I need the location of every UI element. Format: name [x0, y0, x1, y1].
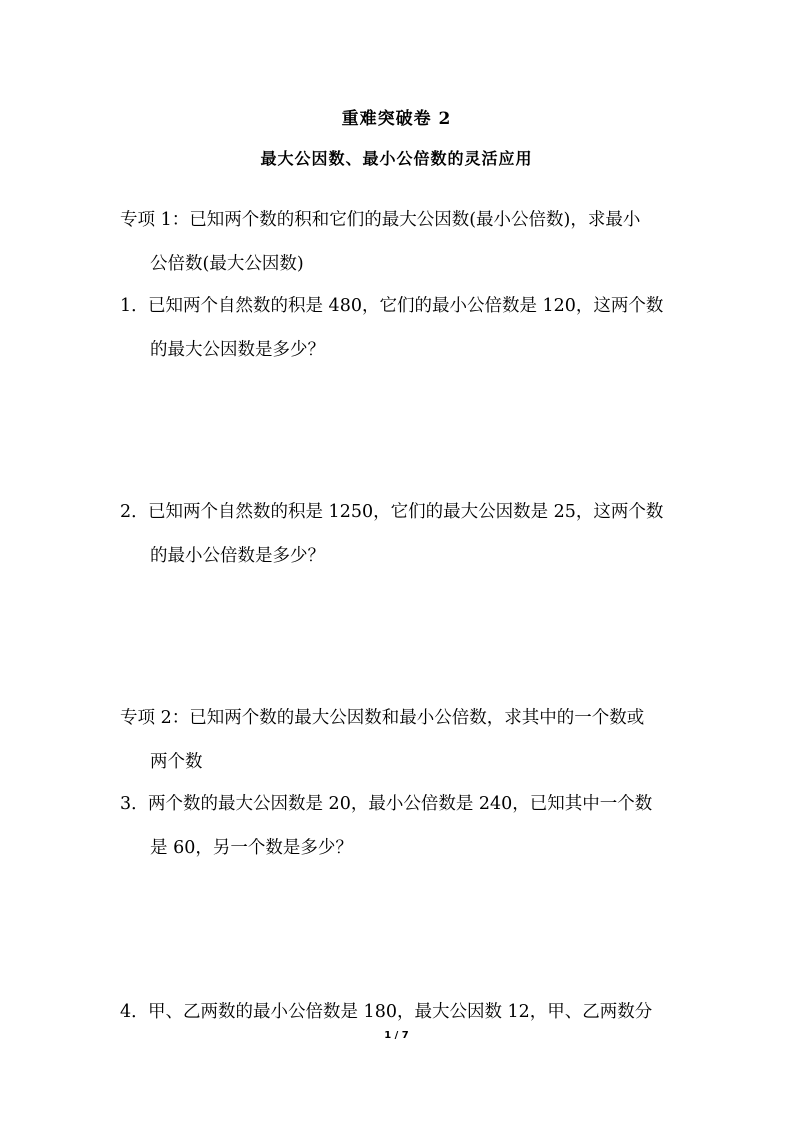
- question-number: 1．: [120, 296, 149, 316]
- page-number: 1 / 7: [384, 1030, 409, 1041]
- question-number: 4．: [120, 1002, 149, 1022]
- section-heading-1-line-1: 专项 1：已知两个数的积和它们的最大公因数(最小公倍数)，求最小: [120, 210, 641, 230]
- question-text-line-1: 已知两个自然数的积是 1250，它们的最大公因数是 25，这两个数: [148, 502, 664, 522]
- question-2: [120, 490, 680, 578]
- question-text-line-2: 的最小公倍数是多少？: [150, 546, 325, 566]
- question-text-line-1: 甲、乙两数的最小公倍数是 180，最大公因数 12，甲、乙两数分: [148, 1002, 653, 1022]
- page-title: 重难突破卷 2: [341, 109, 452, 129]
- question-text-line-1: 两个数的最大公因数是 20，最小公倍数是 240，已知其中一个数: [148, 794, 653, 814]
- section-heading-1-line-2: 公倍数(最大公因数): [150, 254, 304, 274]
- question-4: [120, 990, 680, 1034]
- page-subtitle: 最大公因数、最小公倍数的灵活应用: [260, 149, 533, 168]
- question-text-line-2: 的最大公因数是多少？: [150, 340, 325, 360]
- section-heading-2-line-1: 专项 2：已知两个数的最大公因数和最小公倍数，求其中的一个数或: [120, 708, 645, 728]
- question-number: 2．: [120, 502, 149, 522]
- section-heading-1: [120, 198, 680, 286]
- section-heading-2-line-2: 两个数: [150, 752, 203, 772]
- section-heading-2: [120, 696, 680, 784]
- question-number: 3．: [120, 794, 149, 814]
- question-text-line-1: 已知两个自然数的积是 480，它们的最小公倍数是 120，这两个数: [148, 296, 664, 316]
- question-1: [120, 284, 680, 372]
- question-3: [120, 782, 680, 870]
- question-text-line-2: 是 60，另一个数是多少？: [150, 838, 353, 858]
